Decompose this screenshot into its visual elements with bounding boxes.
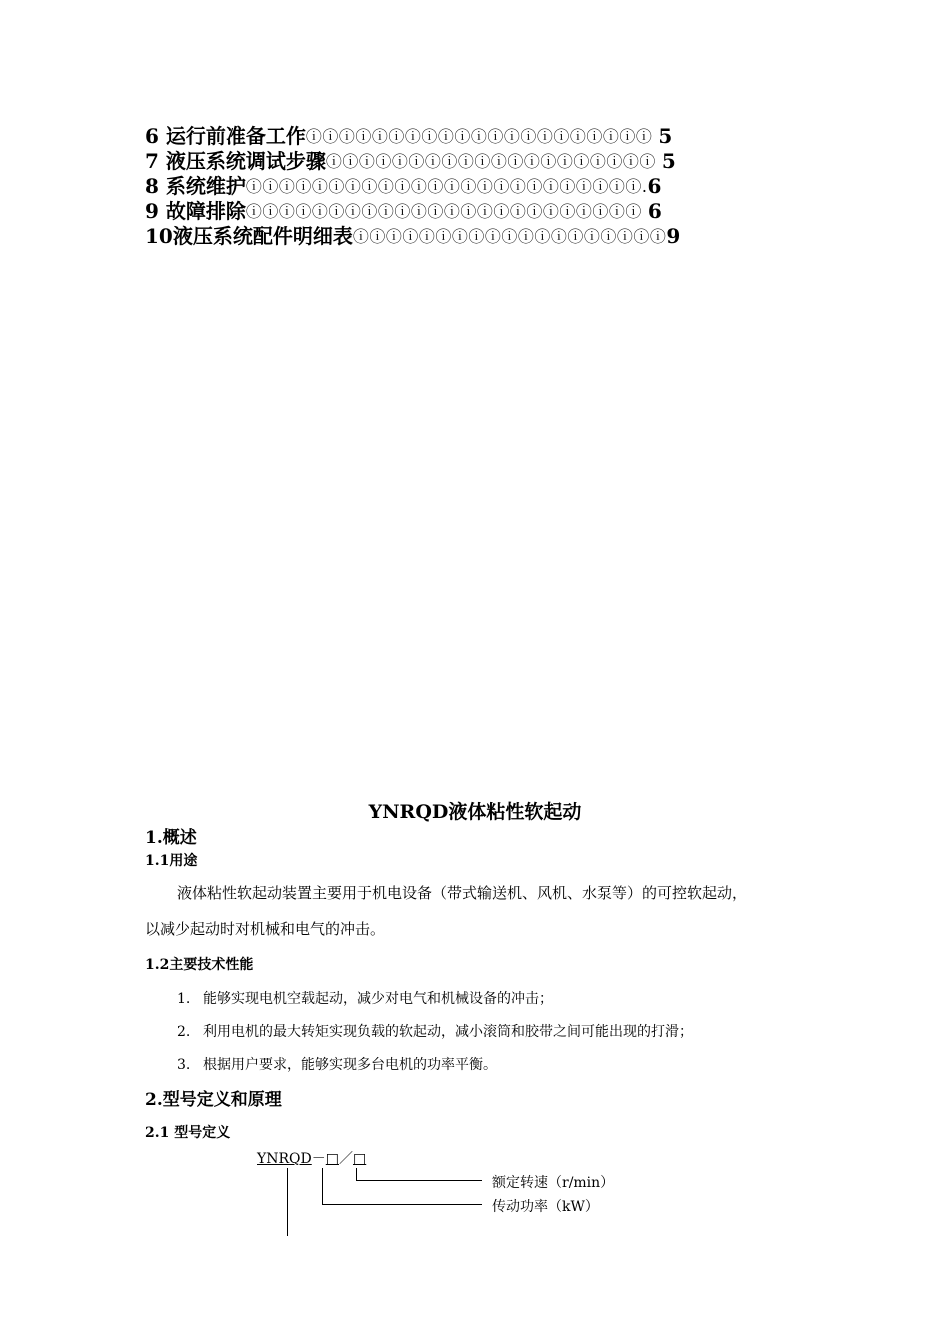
toc-leader: ⓘⓘⓘⓘⓘⓘⓘⓘⓘⓘⓘⓘⓘⓘⓘⓘⓘⓘⓘⓘ — [325, 152, 656, 171]
subsection-heading-performance: 1.2主要技术性能 — [145, 957, 254, 973]
model-prefix: YNRQD — [257, 1151, 312, 1167]
table-of-contents — [145, 124, 765, 249]
toc-title: 运行前准备工作 — [165, 124, 306, 148]
toc-page-number: 6 — [647, 199, 662, 223]
subsection-heading-purpose: 1.1用途 — [145, 853, 198, 869]
toc-title: 系统维护 — [165, 174, 246, 198]
toc-title: 液压系统调试步骤 — [165, 149, 326, 173]
toc-entry[interactable] — [145, 199, 765, 224]
paragraph-line: 液体粘性软起动装置主要用于机电设备（带式输送机、风机、水泵等）的可控软起动， — [177, 884, 748, 902]
toc-page-number: 5 — [658, 124, 673, 148]
list-text: 根据用户要求，能够实现多台电机的功率平衡。 — [203, 1057, 497, 1073]
model-code — [257, 1148, 366, 1168]
connector-line — [322, 1204, 482, 1205]
toc-title: 故障排除 — [165, 199, 246, 223]
toc-leader: ⓘⓘⓘⓘⓘⓘⓘⓘⓘⓘⓘⓘⓘⓘⓘⓘⓘⓘⓘⓘⓘ — [305, 127, 653, 146]
document-title: YNRQD液体粘性软起动 — [368, 801, 582, 823]
toc-page-number: 9 — [666, 224, 681, 248]
connector-line — [322, 1168, 323, 1205]
list-number: 2. — [177, 1024, 191, 1040]
toc-number: 6 — [145, 124, 159, 148]
toc-title: 液压系统配件明细表 — [172, 224, 353, 248]
model-box-power: □ — [325, 1151, 339, 1167]
toc-entry[interactable] — [145, 124, 765, 149]
legend-rated-speed: 额定转速（r/min） — [492, 1175, 615, 1191]
paragraph-line: 以减少起动时对机械和电气的冲击。 — [145, 920, 386, 938]
list-item — [177, 988, 553, 1008]
toc-number: 9 — [145, 199, 159, 223]
legend-transmission-power: 传动功率（kW） — [492, 1199, 599, 1215]
model-dash: － — [311, 1151, 326, 1167]
list-item — [177, 1021, 693, 1041]
toc-number: 10 — [145, 224, 173, 248]
toc-entry[interactable] — [145, 174, 765, 199]
toc-entry[interactable] — [145, 149, 765, 174]
list-number: 1. — [177, 991, 191, 1007]
toc-leader: ⓘⓘⓘⓘⓘⓘⓘⓘⓘⓘⓘⓘⓘⓘⓘⓘⓘⓘⓘⓘⓘⓘⓘⓘ — [245, 202, 642, 221]
model-box-speed: □ — [352, 1151, 367, 1167]
toc-page-number: 6 — [647, 174, 662, 198]
list-text: 能够实现电机空载起动，减少对电气和机械设备的冲击； — [203, 991, 553, 1007]
list-text: 利用电机的最大转矩实现负载的软起动，减小滚筒和胶带之间可能出现的打滑； — [203, 1024, 693, 1040]
section-heading-model: 2.型号定义和原理 — [145, 1090, 282, 1110]
section-heading-overview: 1.概述 — [145, 828, 197, 848]
toc-leader: ⓘⓘⓘⓘⓘⓘⓘⓘⓘⓘⓘⓘⓘⓘⓘⓘⓘⓘⓘ — [352, 227, 667, 246]
list-item — [177, 1054, 497, 1074]
connector-line — [356, 1180, 482, 1181]
toc-entry[interactable] — [145, 224, 765, 249]
model-slash: ／ — [338, 1151, 353, 1167]
toc-page-number: 5 — [661, 149, 676, 173]
list-number: 3. — [177, 1057, 191, 1073]
toc-leader: ⓘⓘⓘⓘⓘⓘⓘⓘⓘⓘⓘⓘⓘⓘⓘⓘⓘⓘⓘⓘⓘⓘⓘⓘ. — [245, 177, 648, 196]
toc-number: 7 — [145, 149, 159, 173]
subsection-heading-model-definition: 2.1 型号定义 — [145, 1125, 231, 1141]
toc-number: 8 — [145, 174, 159, 198]
connector-line — [287, 1168, 288, 1236]
